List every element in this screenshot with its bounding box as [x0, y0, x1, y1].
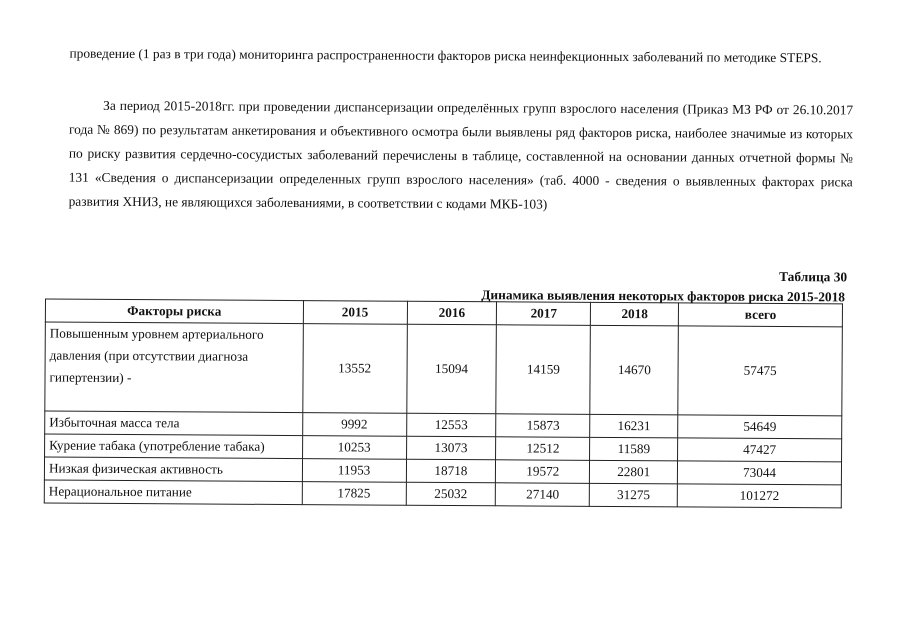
header-2015: 2015 — [303, 301, 407, 325]
cell-value: 27140 — [496, 483, 590, 507]
cell-factor: Повышенным уровнем артериального давления (при отсутствии диагноза гипертензии) - — [45, 322, 303, 413]
cell-value: 25032 — [406, 482, 496, 506]
table-number: Таблица 30 — [779, 269, 848, 285]
cell-total: 101272 — [677, 484, 841, 508]
cell-value: 11589 — [590, 437, 678, 461]
cell-value: 11953 — [302, 459, 406, 483]
cell-value: 22801 — [590, 460, 678, 484]
paragraph-steps: проведение (1 раз в три года) мониторинга распространенности факторов риска неинфекционных заболеваний по методике STEPS. — [69, 45, 822, 66]
cell-factor: Низкая физическая активность — [44, 457, 302, 482]
cell-factor: Избыточная масса тела — [45, 411, 303, 436]
cell-total: 57475 — [678, 326, 842, 416]
cell-total: 47427 — [678, 438, 842, 462]
cell-value: 12553 — [406, 413, 496, 437]
cell-value: 19572 — [496, 460, 590, 484]
cell-value: 15094 — [406, 324, 496, 414]
header-total: всего — [679, 303, 843, 327]
cell-value: 16231 — [590, 414, 678, 438]
header-2017: 2017 — [497, 302, 591, 326]
table-row — [44, 480, 841, 508]
cell-value: 13552 — [302, 324, 406, 414]
cell-value: 14670 — [590, 325, 678, 415]
risk-factors-table — [44, 299, 843, 509]
paragraph-dispensarization: За период 2015-2018гг. при проведении диспансеризации определённых групп взрослого населения (Приказ МЗ РФ от 26.10.2017 года № 869) по результатам анкетирования и объективного осмотра были выявлены ряд факторов риска, наиболее значимые из которых по риску развития сердечно-сосудистых заболеваний перечислены в таблице, составленной на основании данных отчетной формы № 131 «Сведения о диспансеризации определенных групп взрослого населения» (таб. 4000 - сведения о выявленных факторах риска развития ХНИЗ, не являющихся заболеваниями, в соответствии с кодами МКБ-103) — [68, 97, 854, 212]
cell-value: 15873 — [496, 414, 590, 438]
cell-value: 17825 — [302, 482, 406, 506]
cell-factor: Нерациональное питание — [44, 480, 302, 505]
cell-value: 18718 — [406, 459, 496, 483]
header-2016: 2016 — [407, 301, 497, 325]
cell-factor: Курение табака (употребление табака) — [45, 434, 303, 459]
cell-value: 13073 — [406, 436, 496, 460]
cell-total: 54649 — [678, 415, 842, 439]
cell-value: 9992 — [302, 413, 406, 437]
cell-value: 10253 — [302, 436, 406, 460]
header-2018: 2018 — [591, 302, 679, 326]
cell-value: 14159 — [496, 325, 590, 415]
cell-total: 73044 — [678, 461, 842, 485]
table-title: Динамика выявления некоторых факторов риска 2015-2018 — [481, 287, 846, 305]
cell-value: 31275 — [590, 483, 678, 507]
header-factor: Факторы риска — [45, 299, 303, 324]
table-row — [45, 322, 843, 416]
cell-value: 12512 — [496, 437, 590, 461]
